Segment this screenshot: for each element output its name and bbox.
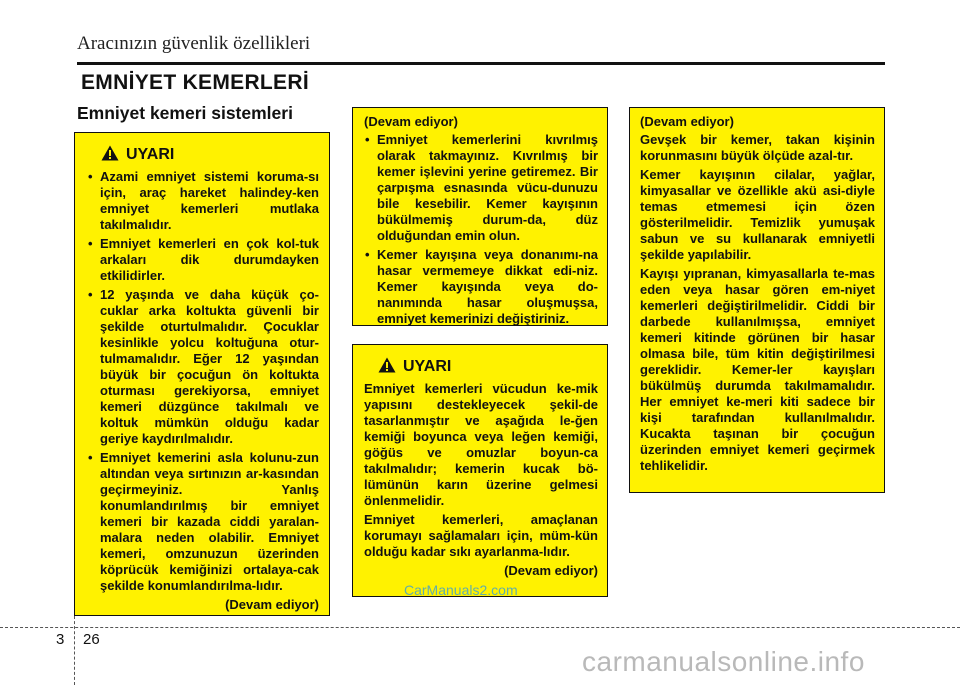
list-item: • Emniyet kemerlerini kıvrılmış olarak takmayınız. Kıvrılmış bir kemer işlevini yerine getiremez. Bir çarpışma esnasında vücu-dunuzu bile kesebilir. Kemer kayışının bükülmemiş durum-da, düz olduğundan emin olun. [364, 132, 598, 244]
continued-from-label: (Devam ediyor) [640, 114, 734, 129]
continuation-box-middle [352, 107, 608, 326]
warning-box-middle [352, 344, 608, 597]
continued-from-label: (Devam ediyor) [364, 114, 458, 129]
chapter-title: Aracınızın güvenlik özellikleri [77, 33, 311, 54]
footer-rule [0, 627, 960, 628]
list-item: • Emniyet kemerleri en çok kol-tuk arkaları dik durumdayken etkilidirler. [87, 236, 319, 284]
watermark-small: CarManuals2.com [404, 582, 518, 598]
list-item: • Kemer kayışına veya donanımı-na hasar vermemeye dikkat edi-niz. Kemer kayışında veya do-nanımında hasar oluşmuşsa, emniyet kemerinizi değiştiriniz. [364, 247, 598, 327]
list-item: • Azami emniyet sistemi koruma-sı için, araç hareket halindey-ken emniyet kemerleri mutlaka takılmalıdır. [87, 169, 319, 233]
continued-label: (Devam ediyor) [225, 597, 319, 612]
warning-paragraph: Emniyet kemerleri vücudun ke-mik yapısını destekleyecek şekil-de tasarlanmıştır ve aşağıda le-ğen kemiği boyunca veya leğen kemiği, göğüs ve omuzlar boyun-ca takılmalıdır; kemerin kucak bö-lümünün karın üzerine gelmesi önlenmelidir. [364, 381, 598, 508]
section-subtitle: Emniyet kemeri sistemleri [77, 103, 293, 123]
warning-header [101, 145, 319, 165]
warning-box-left [74, 132, 330, 616]
warning-label: UYARI [403, 358, 452, 375]
warning-paragraph: Kayışı yıpranan, kimyasallarla te-mas eden veya hasar gören em-niyet kemerleri değiştirilmelidir. Ciddi bir darbede kullanılmışsa, emniyet kemeri kitinde görünen bir hasar olmasa bile, tüm kitin değiştirilmesi gereklidir. Kemer-ler kayışları bükülmüş durumda takılmamalıdır. Her emniyet ke-meri kiti sadece bir kişi tarafından kullanılmalıdır. Kucakta taşınan bir çocuğun üzerinden emniyet kemeri geçirmek tehlikelidir. [640, 266, 875, 473]
warning-paragraph: Kemer kayışının cilalar, yağlar, kimyasallar ve özellikle akü asi-diyle temas etmemesi için özen gösterilmelidir. Temizlik yumuşak sabun ve su kullanarak emniyetli şekilde yapılabilir. [640, 167, 875, 262]
watermark-site: carmanualsonline.info [582, 646, 865, 677]
warning-triangle-icon [101, 145, 119, 165]
chapter-number: 3 [56, 631, 65, 648]
warning-list [87, 169, 319, 594]
continuation-box-right [629, 107, 885, 493]
warning-label: UYARI [126, 146, 175, 163]
warning-triangle-icon [378, 357, 396, 377]
list-item: • 12 yaşında ve daha küçük ço-cuklar arka koltukta güvenli bir şekilde oturtulmalıdır. Çocuklar kesinlikle yolcu koltuğuna otur-tulmamalıdır. Eğer 12 yaşından büyük bir çocuğun ön koltukta oturması gerekiyorsa, emniyet kemeri düzgünce takılmalı ve koltuk mümkün olduğu kadar geriye kaydırılmalıdır. [87, 287, 319, 447]
page-number: 26 [83, 631, 100, 648]
warning-list [364, 132, 598, 327]
continued-label: (Devam ediyor) [504, 563, 598, 578]
warning-paragraph: Gevşek bir kemer, takan kişinin korunmasını büyük ölçüde azal-tır. [640, 132, 875, 163]
footer-divider [74, 616, 75, 685]
list-item: • Emniyet kemerini asla kolunu-zun altından veya sırtınızın ar-kasından geçirmeyiniz. Yanlış konumlandırılmış bir emniyet kemeri bir kazada ciddi yaralan-malara neden olabilir. Emniyet kemeri, omzunuzun üzerinden köprücük kemiğinizi ortalaya-cak şekilde konumlandırılma-lıdır. [87, 450, 319, 594]
warning-paragraph: Emniyet kemerleri, amaçlanan korumayı sağlamaları için, müm-kün olduğu kadar sıkı ayarlanma-lıdır. [364, 512, 598, 559]
header-rule [77, 62, 885, 65]
section-title: EMNİYET KEMERLERİ [81, 71, 309, 94]
warning-header [378, 357, 598, 377]
